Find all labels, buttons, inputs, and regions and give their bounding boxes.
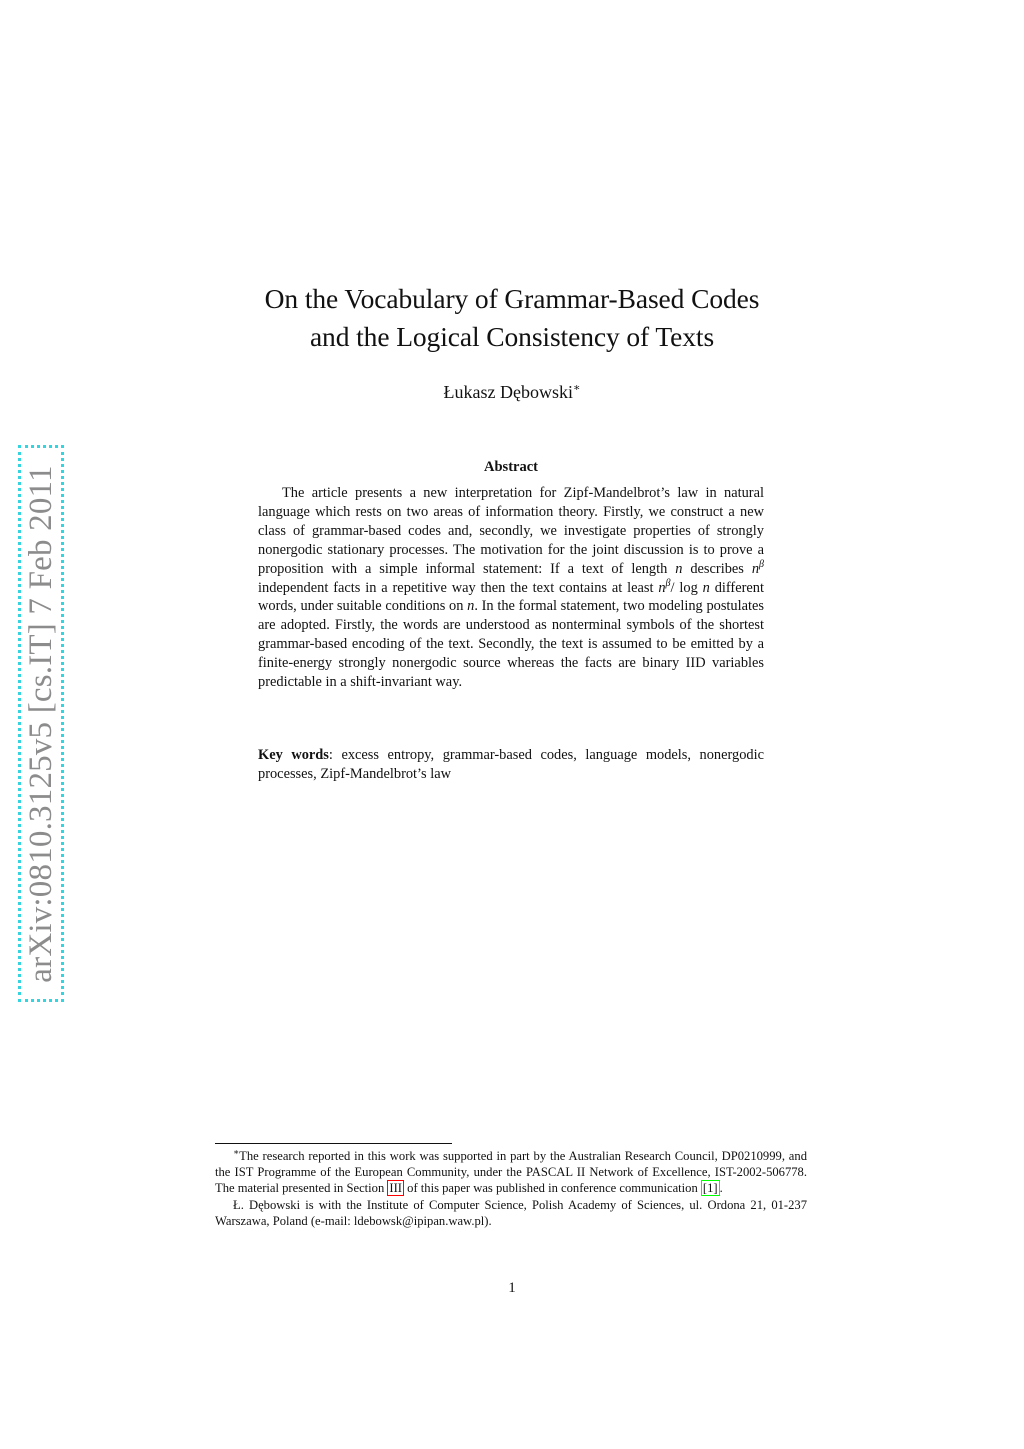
math-exponent: β: [665, 577, 671, 589]
abstract-part: different words, under suitable conditions on: [258, 579, 764, 615]
math-variable: n: [467, 598, 475, 615]
author-line: [180, 376, 844, 404]
abstract-part: The article presents a new interpretation for Zipf-Mandelbrot’s law in natural language which rests on two areas of information theory. Firstly, we construct a new class of grammar-based codes and, secondly, we investigate properties of strongly nonergodic stationary processes. The motivation for the joint discussion is to prove a proposition with a simple informal statement: If a text of length: [258, 485, 764, 577]
page-number: 1: [508, 1280, 516, 1296]
keywords-list: : excess entropy, grammar-based codes, language models, nonergodic processes, Zipf-Mandelbrot’s law: [258, 747, 765, 782]
citation-link[interactable]: [1]: [702, 1181, 718, 1196]
paper-title-line-2: and the Logical Consistency of Texts: [309, 321, 715, 352]
abstract-part: describes: [682, 560, 752, 577]
math-variable: n: [658, 579, 666, 596]
footnote-funding: [215, 1148, 807, 1197]
abstract-part: / log: [670, 579, 703, 596]
footnote-text: .: [719, 1181, 723, 1196]
abstract-text: [258, 484, 764, 692]
footnotes: [215, 1148, 807, 1229]
author-name: Łukasz Dębowski: [443, 382, 573, 402]
paper-title-line-1: On the Vocabulary of Grammar-Based Codes: [264, 283, 760, 314]
abstract-part: . In the formal statement, two modeling postulates are adopted. Firstly, the words are understood as nonterminal symbols of the shortest grammar-based encoding of the text. Secondly, the text is assumed to be emitted by a finite-energy strongly nonergodic source whereas the facts are binary IID variables predictable in a shift-invariant way.: [258, 598, 764, 691]
paper-title: [180, 280, 844, 356]
keywords: [258, 746, 764, 784]
arxiv-identifier: arXiv:0810.3125v5 [cs.IT] 7 Feb 2011: [23, 464, 59, 983]
arxiv-stamp: [18, 445, 64, 1002]
abstract-part: independent facts in a repetitive way then the text contains at least: [258, 579, 659, 596]
footnote-text: The research reported in this work was supported in part by the Australian Research Council, DP0210999, and the IST Programme of the European Community, under the PASCAL II Network of Excellence, IST-2002-506778. The material presented in Section: [215, 1149, 807, 1196]
abstract-heading: Abstract: [484, 459, 538, 475]
footnote-text: of this paper was published in conference communication: [404, 1181, 701, 1196]
footnote-mark: ∗: [233, 1147, 240, 1157]
author-footnote-mark: ∗: [573, 382, 581, 394]
footnote-affiliation: Ł. Dębowski is with the Institute of Computer Science, Polish Academy of Sciences, ul. Ordona 21, 01-237 Warszawa, Poland (e-mail: ldebowsk@ipipan.waw.pl).: [215, 1197, 807, 1228]
footnote-divider: [215, 1143, 452, 1144]
math-variable: n: [751, 560, 760, 577]
section-reference-link[interactable]: III: [389, 1181, 402, 1196]
keywords-label: Key words: [258, 747, 329, 763]
math-variable: n: [675, 560, 683, 577]
math-variable: n: [702, 579, 710, 596]
math-exponent: β: [759, 558, 764, 570]
